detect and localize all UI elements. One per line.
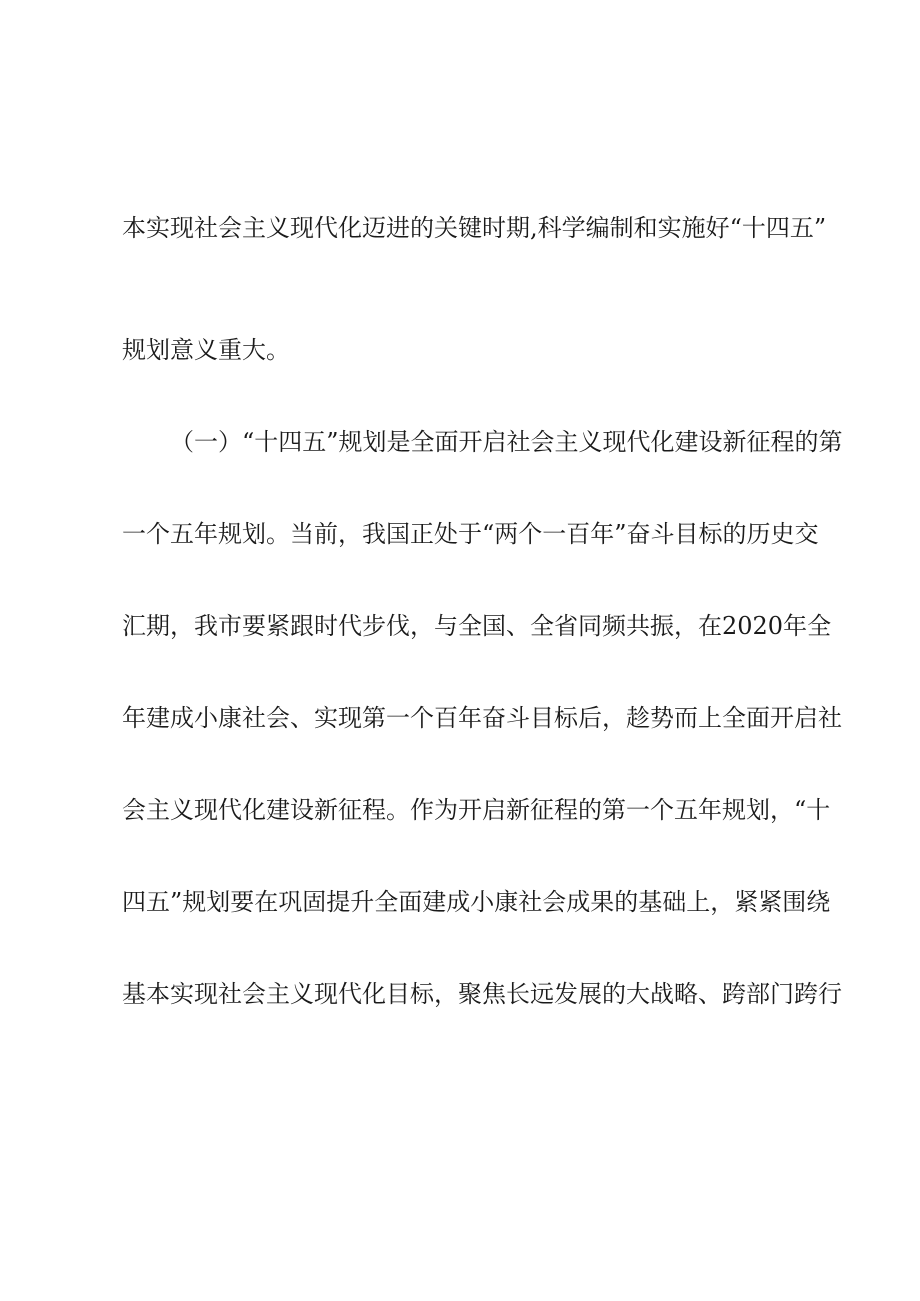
paragraph-1-line-1: 本实现社会主义现代化迈进的关键时期,科学编制和实施好“十四五”	[122, 214, 827, 242]
paragraph-2-line-5: 会主义现代化建设新征程。作为开启新征程的第一个五年规划，“十	[122, 796, 831, 824]
paragraph-2-line-7: 基本实现社会主义现代化目标，聚焦长远发展的大战略、跨部门跨行	[122, 980, 842, 1008]
paragraph-2-line-1: （一）“十四五”规划是全面开启社会主义现代化建设新征程的第	[170, 428, 843, 456]
paragraph-2-line-4: 年建成小康社会、实现第一个百年奋斗目标后，趁势而上全面开启社	[122, 704, 842, 732]
paragraph-2-line-3: 汇期，我市要紧跟时代步伐，与全国、全省同频共振，在2020年全	[122, 612, 832, 640]
paragraph-2-line-6: 四五”规划要在巩固提升全面建成小康社会成果的基础上，紧紧围绕	[122, 888, 831, 916]
paragraph-2-line-2: 一个五年规划。当前，我国正处于“两个一百年”奋斗目标的历史交	[122, 520, 819, 548]
paragraph-1-line-2: 规划意义重大。	[122, 336, 290, 364]
